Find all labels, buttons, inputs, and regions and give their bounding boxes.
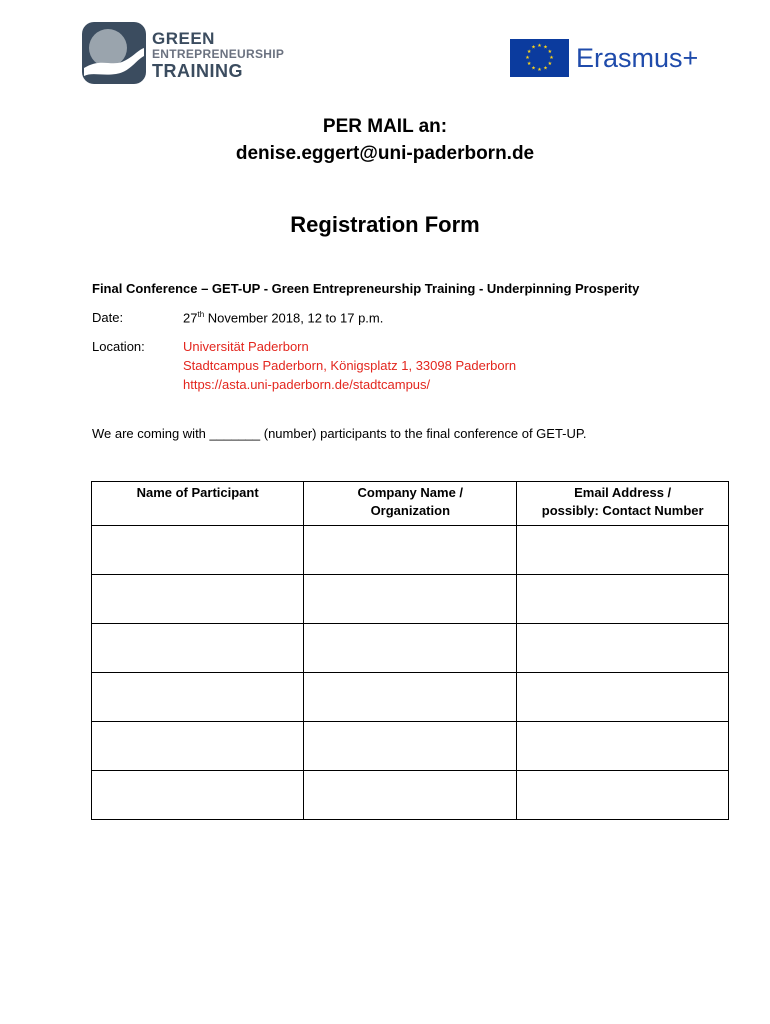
participant-name-cell[interactable] (92, 771, 304, 820)
header-line: Company Name / (357, 485, 464, 500)
header-line: Email Address / (574, 485, 672, 500)
participant-name-cell[interactable] (92, 673, 304, 722)
svg-text:★: ★ (543, 65, 548, 72)
table-row (92, 722, 729, 771)
svg-text:★: ★ (547, 61, 553, 67)
svg-text:★: ★ (531, 65, 536, 72)
conference-title: Final Conference – GET-UP - Green Entrepreneurship Training - Underpinning Prosperity (92, 281, 640, 296)
get-logo-line3: TRAINING (152, 61, 243, 81)
table-row (92, 673, 729, 722)
date-value (183, 310, 383, 325)
email-cell[interactable] (517, 624, 729, 673)
get-logo-emblem-icon (82, 22, 146, 84)
email-cell[interactable] (517, 673, 729, 722)
participant-name-cell[interactable] (92, 526, 304, 575)
get-logo-line2: ENTREPRENEURSHIP (152, 47, 285, 61)
table-row (92, 771, 729, 820)
participants-count-sentence: We are coming with _______ (number) participants to the final conference of GET-UP. (92, 426, 587, 441)
svg-text:★: ★ (543, 44, 548, 51)
email-cell[interactable] (517, 526, 729, 575)
participant-name-cell[interactable] (92, 722, 304, 771)
erasmus-wordmark: Erasmus+ (576, 43, 699, 73)
page-title: Registration Form (290, 212, 480, 237)
company-cell[interactable] (304, 771, 517, 820)
svg-text:★: ★ (537, 43, 542, 49)
header-line: Organization (370, 503, 451, 518)
participants-table (91, 481, 729, 820)
email-cell[interactable] (517, 575, 729, 624)
svg-text:★: ★ (547, 49, 553, 55)
eu-flag-icon (510, 39, 569, 77)
date-label: Date: (92, 310, 124, 325)
svg-text:★: ★ (549, 55, 554, 61)
company-cell[interactable] (304, 526, 517, 575)
date-day-suffix: th (197, 310, 205, 319)
header-email-address (517, 482, 729, 526)
table-header-row (92, 482, 729, 526)
company-cell[interactable] (304, 624, 517, 673)
green-entrepreneurship-training-logo (82, 22, 290, 84)
date-rest: November 2018, 12 to 17 p.m. (204, 310, 384, 326)
svg-text:★: ★ (531, 44, 536, 51)
svg-text:★: ★ (525, 55, 530, 61)
table-row (92, 526, 729, 575)
location-line-address: Stadtcampus Paderborn, Königsplatz 1, 33098 Paderborn (183, 358, 517, 373)
mail-prefix: PER MAIL an: (322, 116, 448, 137)
company-cell[interactable] (304, 673, 517, 722)
header-line: possibly: Contact Number (541, 503, 704, 518)
company-cell[interactable] (304, 722, 517, 771)
location-line-url: https://asta.uni-paderborn.de/stadtcampus/ (183, 377, 431, 392)
location-label: Location: (92, 339, 145, 354)
location-line-venue: Universität Paderborn (183, 339, 309, 354)
get-logo-line1: GREEN (152, 29, 215, 48)
header-name-of-participant (92, 482, 304, 526)
svg-text:★: ★ (526, 61, 532, 67)
date-day: 27 (183, 310, 198, 326)
participant-name-cell[interactable] (92, 575, 304, 624)
header-line: Name of Participant (136, 485, 259, 500)
svg-text:★: ★ (526, 49, 532, 55)
erasmus-plus-logo (510, 39, 710, 79)
table-row (92, 624, 729, 673)
email-cell[interactable] (517, 722, 729, 771)
header-company-name (304, 482, 517, 526)
company-cell[interactable] (304, 575, 517, 624)
participant-name-cell[interactable] (92, 624, 304, 673)
mail-address: denise.eggert@uni-paderborn.de (235, 143, 535, 164)
svg-text:★: ★ (537, 67, 542, 73)
table-row (92, 575, 729, 624)
email-cell[interactable] (517, 771, 729, 820)
